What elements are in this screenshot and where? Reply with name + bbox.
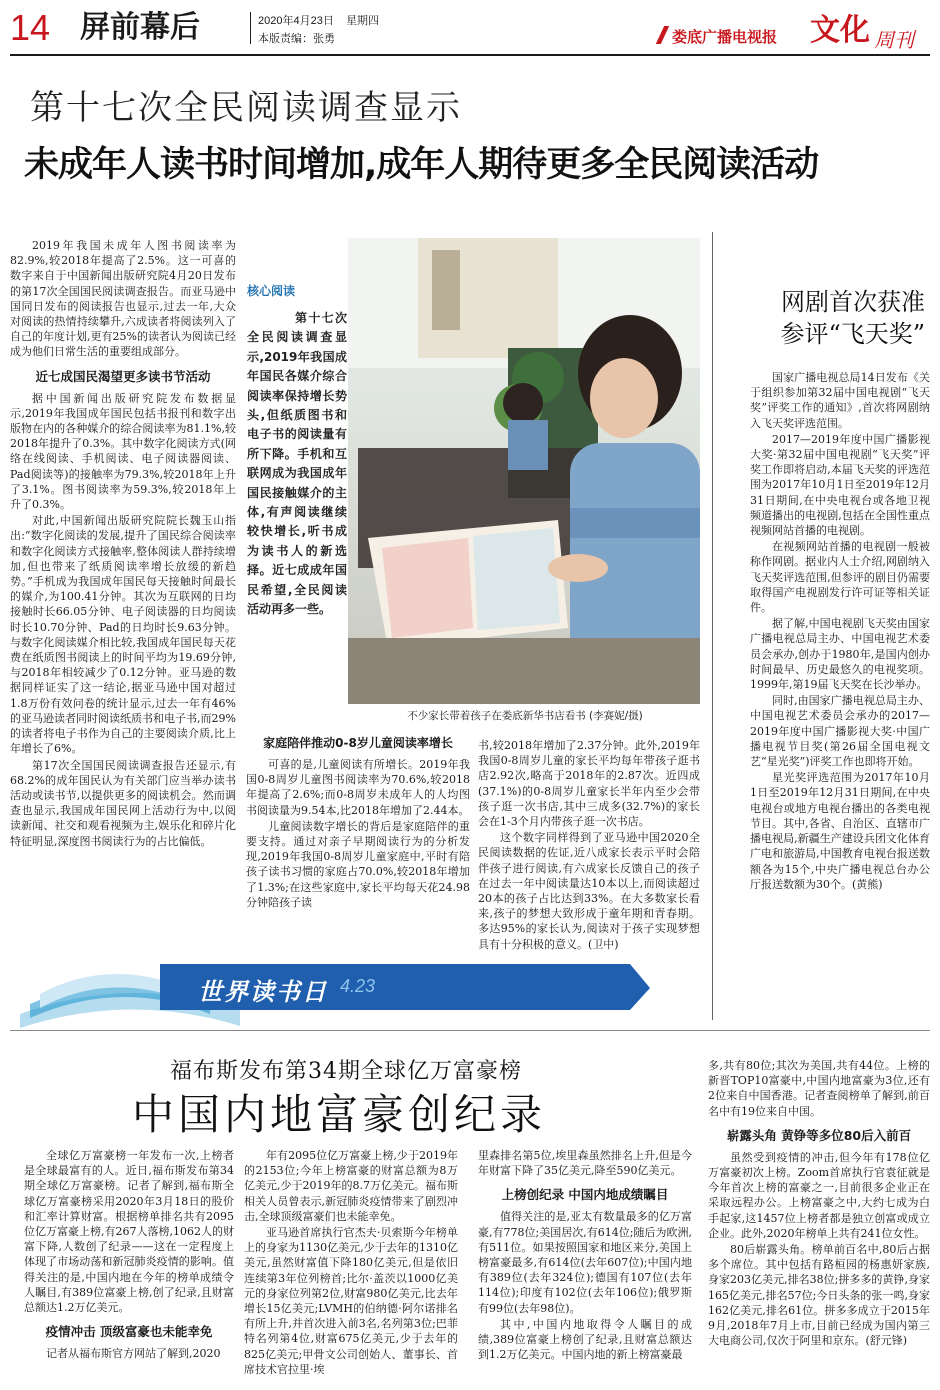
a3-kicker: 福布斯发布第34期全球亿万富豪榜 xyxy=(170,1059,522,1084)
paragraph: 据中国新闻出版研究院发布数据显示,2019年我国成年国民包括书报刊和数字出版物在内的各种媒介的综合阅读率为81.1%,较2018年提升了0.3%。其中数字化阅读方式(网络在线阅读、手机阅读、电子阅读器阅读、Pad阅读等)的接触率为79.3%,较2018年上升了3.1%。图书阅读率为59.3%,较2018年上升了0.3%。 xyxy=(10,391,236,512)
header-rule xyxy=(10,54,930,56)
section-rule xyxy=(10,1030,930,1031)
a3-c1b-paragraphs xyxy=(24,1346,234,1361)
paragraph: 2019年我国未成年人图书阅读率为82.9%,较2018年提高了2.5%。这一可喜的数字来自于中国新闻出版研究院4月20日发布的第17次全国国民阅读调查报告。而亚马逊中国同日发布的阅读报告也显示,过去一年,大众对阅读的热情持续攀升,六成读者将阅读列入了自己的年度计划,更有25%的读者认为阅读已经成为他们日常生活的重要组成部分。 xyxy=(10,239,236,359)
a3-headline: 中国内地富豪创纪录 xyxy=(132,1090,547,1139)
a3-column-1 xyxy=(24,1148,234,1390)
header-divider xyxy=(250,12,251,44)
photo-illustration xyxy=(348,238,700,704)
paragraph: 记者从福布斯官方网站了解到,2020 xyxy=(46,1347,221,1361)
world-book-day-banner xyxy=(10,944,700,1030)
a3-c1-paragraphs xyxy=(24,1148,234,1315)
paragraph: 国家广播电视总局14日发布《关于组织参加第32届中国电视剧“飞天奖”评奖工作的通知》,首次将网剧纳入飞天奖评选范围。 xyxy=(750,371,930,430)
photo-caption: 不少家长带着孩子在娄底新华书店看书 (李赛妮/摄) xyxy=(407,710,643,722)
paragraph: 对此,中国新闻出版研究院院长魏玉山指出:“数字化阅读的发展,提升了国民综合阅读率和数字化阅读方式接触率,整体阅读人群持续增加,但也带来了纸质阅读率增长放缓的新趋势。”手机成为我国成年国民每天接触时间最长的媒介,为100.41分钟。其次为互联网的日均接触时长66.05分钟、电子阅读器的日均阅读时长10.70分钟、Pad的日均时长9.63分钟。与数字化阅读媒介相比较,我国成年国民每天花费在纸质图书阅读上的时间平均为19.69分钟,与2018年相较减少了0.12分钟。亚马逊的数据同样证实了这一结论,据亚马逊中国对超过1.8万份有效问卷的统计显示,过去一年有46%的亚马逊读者同时阅读纸质书和电子书,而29%的读者将电子书作为自己的主要阅读介质,比上年增长了6%。 xyxy=(10,514,236,756)
weekday-text: 星期四 xyxy=(346,15,380,27)
paper-name: 娄底广播电视报 xyxy=(672,28,778,46)
a1-subhead-1: 近七成国民渴望更多读书节活动 xyxy=(35,368,211,384)
a3-subhead-3: 崭露头角 黄铮等多位80后入前百 xyxy=(726,1127,912,1143)
paragraph: 同时,由国家广播电视总局主办、中国电视艺术委员会承办的2017—2019年度中国广播影视大奖·中国广播电视节目奖(第26届全国电视文艺“星光奖”)评奖工作也即将开始。 xyxy=(750,694,930,769)
a1-subhead-2: 家庭陪伴推动0-8岁儿童阅读率增长 xyxy=(263,736,453,750)
a3-subhead-2: 上榜创纪录 中国内地成绩瞩目 xyxy=(501,1187,669,1203)
a3-column-2 xyxy=(244,1148,458,1390)
a1-column-4 xyxy=(478,738,700,951)
a2-body xyxy=(750,370,930,1018)
news-photo xyxy=(348,238,700,704)
brand-main: 文化 xyxy=(810,13,870,48)
paragraph: 在视频网站首播的电视剧一般被称作网剧。据业内人士介绍,网剧纳入飞天奖评选范围,但参评的剧目仍需要取得国产电视剧发行许可证等相关证件。 xyxy=(750,540,930,615)
paragraph: 这个数字同样得到了亚马逊中国2020全民阅读数据的佐证,近八成家长表示平时会陪伴孩子进行阅读,有六成家长反馈自己的孩子在过去一年中阅读量达10本以上,而阅读超过20本的孩子占比达到33%。在大多数家长看来,孩子的梦想大致形成于童年期和青春期。多达95%的家长认为,阅读对于孩子实现梦想具有十分积极的意义。(卫中) xyxy=(478,831,700,951)
core-reading-label: 核心阅读 xyxy=(247,284,296,298)
date-text: 2020年4月23日 xyxy=(258,15,334,27)
a2-paragraphs xyxy=(750,370,930,892)
masthead xyxy=(0,0,940,58)
a1-column-1 xyxy=(10,238,236,850)
a2-title-1: 网剧首次获准 xyxy=(781,288,925,316)
a3-c3b-paragraphs xyxy=(478,1209,692,1362)
a3-subhead-1: 疫情冲击 顶级富豪也未能幸免 xyxy=(45,1324,213,1340)
article-headline: 未成年人读书时间增加,成年人期待更多全民阅读活动 xyxy=(24,145,819,185)
core-reading-box xyxy=(247,282,347,682)
a1-c4-paragraphs xyxy=(478,738,700,952)
editor-credit: 本版责编：张勇 xyxy=(258,33,335,45)
page-number: 14 xyxy=(10,7,51,48)
article-kicker: 第十七次全民阅读调查显示 xyxy=(30,88,462,128)
a2-title-2: 参评“飞天奖” xyxy=(780,320,925,348)
banner-title: 世界读书日 xyxy=(198,978,328,1006)
slash-bar-icon xyxy=(656,26,669,44)
issue-date xyxy=(258,12,379,28)
a3-column-4 xyxy=(708,1058,930,1390)
sidebar-rule xyxy=(712,232,713,1020)
paragraph: 亚马逊首席执行官杰夫·贝索斯今年榜单上的身家为1130亿美元,少于去年的1310亿美元,虽然财富值下降180亿美元,但是依旧连续第3年位列榜首;比尔·盖茨以1000亿美元的身家位列第2位,财富980亿美元,比去年增长15亿美元;LVMH的伯纳德·阿尔诺排名有所上升,并首次进入前3名,名列第3位;巴菲特名列第4位,财富675亿美元,少于去年的825亿美元;甲骨文公司创始人、董事长、首席技术官拉里·埃 xyxy=(244,1226,458,1376)
a1-c1-paragraphs xyxy=(10,238,236,360)
paragraph: 多,共有80位;其次为美国,共有44位。上榜的新晋TOP10富豪中,中国内地富豪为3位,还有2位来自中国香港。记者查阅榜单了解到,前百名中有19位来自中国。 xyxy=(708,1059,930,1118)
a3-c4b-paragraphs xyxy=(708,1150,930,1349)
a1-column-3 xyxy=(246,734,470,930)
a3-c2-paragraphs xyxy=(244,1148,458,1377)
section-title: 屏前幕后 xyxy=(80,10,200,45)
paragraph: 第17次全国国民阅读调查报告还显示,有68.2%的成年国民认为有关部门应当举办读书活动或读书节,以提供更多的阅读机会。然而调查也显示,我国成年国民网上活动行为中,以阅读新闻、社交和观看视频为主,娱乐化和碎片化特征明显,深度图书阅读行为的占比偏低。 xyxy=(10,758,236,848)
banner-date: 4.23 xyxy=(340,976,376,996)
paragraph: 虽然受到疫情的冲击,但今年有178位亿万富豪初次上榜。Zoom首席执行官袁征就是今年首次上榜的富豪之一,目前很多企业正在采取远程办公。上榜富豪之中,大约七成为白手起家,这1457位上榜者都是独立创富或成立企业。此外,2020年榜单上共有241位女性。 xyxy=(708,1150,930,1240)
a1-c3-paragraphs xyxy=(246,757,470,910)
a1-c1b-paragraphs xyxy=(10,391,236,849)
paragraph: 其中,中国内地取得令人瞩目的成绩,389位富豪上榜创了纪录,且财富总额达到1.2万亿美元。中国内地的新上榜富豪最 xyxy=(478,1317,692,1362)
paragraph: 书,较2018年增加了2.37分钟。此外,2019年我国0-8周岁儿童的家长平均每年带孩子逛书店2.92次,略高于2018年的2.87次。近四成(37.1%)的0-8周岁儿童家长半年内至少会带孩子逛一次书店,其中三成多(32.7%)的家长会在1-3个月内带孩子逛一次书店。 xyxy=(478,739,700,829)
paragraph: 年有2095位亿万富豪上榜,少于2019年的2153位;今年上榜富豪的财富总额为8万亿美元,少于2019年的8.7万亿美元。福布斯相关人员曾表示,新冠肺炎疫情带来了剧烈冲击,全球顶级富豪们也未能幸免。 xyxy=(244,1149,458,1223)
paragraph: 2017—2019年度中国广播影视大奖·第32届中国电视剧“飞天奖”评奖工作即将启动,本届飞天奖的评选范围为2017年10月1日至2019年12月31日期间,在中央电视台或各地卫视频道播出的电视剧,包括在全国性重点视频网站首播的电视剧。 xyxy=(750,432,930,538)
a3-c3-paragraphs xyxy=(478,1148,692,1178)
paragraph: 里森排名第5位,埃里森虽然排名上升,但是今年财富下降了35亿美元,降至590亿美元。 xyxy=(478,1149,692,1178)
paragraph: 值得关注的是,亚太有数量最多的亿万富豪,有778位;美国居次,有614位;随后为欧洲,有511位。如果按照国家和地区来分,美国上榜富豪最多,有614位(去年607位);中国内地有389位(去年324位);德国有107位(去年114位);印度有102位(去年106位);俄罗斯有99位(去年98位)。 xyxy=(478,1210,692,1315)
paragraph: 全球亿万富豪榜一年发布一次,上榜者是全球最富有的人。近日,福布斯发布第34期全球亿万富豪榜。记者了解到,福布斯全球亿万富豪榜采用2020年3月18日的股价和汇率计算财富。根据榜单排名共有2095位亿万富豪上榜,有267人落榜,1062人的财富下降,人数创了纪录——这在一定程度上体现了市场动荡和新冠肺炎疫情的影响。值得关注的是,中国内地在今年的榜单成绩令人瞩目,有389位富豪上榜,创了纪录,且财富总额达1.2万亿美元。 xyxy=(24,1149,234,1315)
paragraph: 据了解,中国电视剧飞天奖由国家广播电视总局主办、中国电视艺术委员会承办,创办于1980年,是国内创办时间最早、历史最悠久的电视奖项。1999年,第19届飞天奖在长沙举办。 xyxy=(750,617,930,692)
paragraph: 可喜的是,儿童阅读有所增长。2019年我国0-8周岁儿童图书阅读率为70.6%,较2018年提高了2.6%;而0-8周岁未成年人的人均图书阅读量为9.54本,比2018年增加了2.44本。 xyxy=(246,758,470,817)
paragraph: 星光奖评选范围为2017年10月1日至2019年12月31日期间,在中央电视台或地方电视台播出的各类电视节目。其中,各省、自治区、直辖市广播电视局,新疆生产建设兵团文化体育广电和旅游局,中国教育电视台报送数额各为15个,中央广播电视总台办公厅报送数额为30个。(黄熊) xyxy=(750,771,930,891)
a3-c4-paragraphs xyxy=(708,1058,930,1119)
core-reading-text: 第十七次全民阅读调查显示,2019年我国成年国民各媒介综合阅读率保持增长势头,但纸质图书和电子书的阅读量有所下降。手机和互联网成为我国成年国民接触媒介的主体,有声阅读继续较快增长,听书成为读书人的新选择。近七成成年国民希望,全民阅读活动再多一些。 xyxy=(247,311,347,617)
a3-column-3 xyxy=(478,1148,692,1390)
paragraph: 儿童阅读数字增长的背后是家庭陪伴的重要支持。通过对亲子早期阅读行为的分析发现,2019年我国0-8周岁儿童家庭中,平时有陪孩子读书习惯的家庭占70.0%,较2018年增加了1.3%;在这些家庭中,家长平均每天花24.98分钟陪孩子读 xyxy=(246,819,470,909)
brand-sub: 周刊 xyxy=(874,28,914,52)
paragraph: 80后崭露头角。榜单前百名中,80后占据多个席位。其中包括有路桓园的杨惠妍家族,身家203亿美元,排名38位;拼多多的黄铮,身家165亿美元,排名57位;今日头条的张一鸣,身家162亿美元,排名61位。拼多多成立于2015年9月,2018年7月上市,目前已经成为国内第三大电商公司,仅次于阿里和京东。(舒元锋) xyxy=(708,1243,930,1348)
